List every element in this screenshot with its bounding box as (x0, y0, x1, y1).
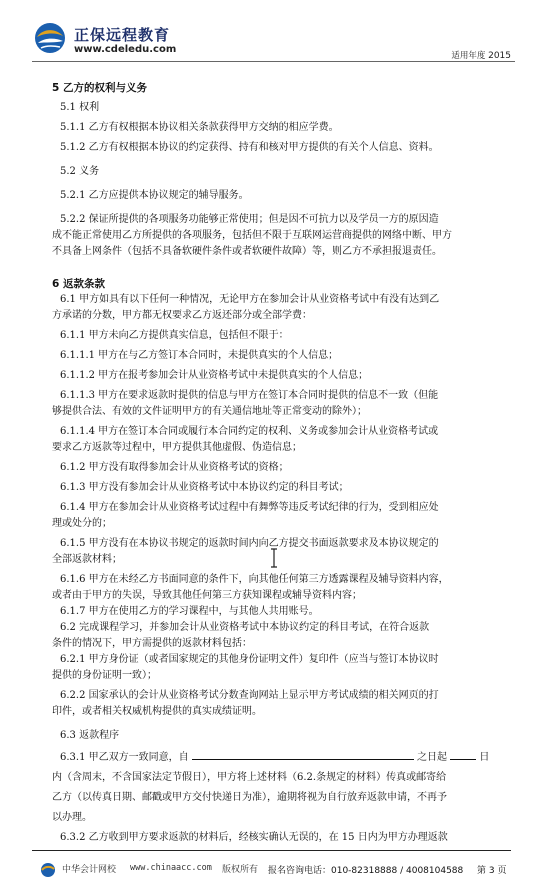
clause-6-3-1-line-2: 内（含周末，不含国家法定节假日），甲方将上述材料（6.2.条规定的材料）传真或邮寄给 (52, 772, 447, 783)
clause-6-1-line-2: 方承诺的分数，甲方都无权要求乙方返还部分或全部学费： (52, 310, 312, 321)
clause-5-1-1: 5.1.1 乙方有权根据本协议相关条款获得甲方交纳的相应学费。 (60, 122, 339, 133)
clause-6-1-3: 6.1.3 甲方没有参加会计从业资格考试中本协议约定的科目考试； (60, 482, 349, 493)
footer-divider (32, 850, 511, 851)
agreement-body (52, 80, 514, 846)
clause-6-1-1: 6.1.1 甲方未向乙方提供真实信息，包括但不限于： (60, 330, 289, 341)
chinaacc-logo-icon (40, 862, 56, 878)
clause-6-3-1-line-4: 以办理。 (52, 812, 92, 823)
clause-5-2-2-line-1: 5.2.2 保证所提供的各项服务功能够正常使用；但是因不可抗力以及学员一方的原因造 (60, 214, 439, 225)
clause-5-2-2-line-3: 不具备上网条件（包括不具备软硬件条件或者软硬件故障）等，则乙方不承担报退责任。 (52, 246, 442, 257)
clause-6-2-2-line-2: 印件，或者相关权威机构提供的真实成绩证明。 (52, 706, 262, 717)
clause-6-3-2: 6.3.2 乙方收到甲方要求返款的材料后，经核实确认无误的，在 15 日内为甲方办理返款 (60, 832, 448, 843)
header-divider (32, 61, 515, 62)
clause-6-1-2: 6.1.2 甲方没有取得参加会计从业资格考试的资格； (60, 462, 289, 473)
clause-6-1-7: 6.1.7 甲方在使用乙方的学习课程中，与其他人共用账号。 (60, 606, 319, 617)
footer-site-link[interactable]: www.chinaacc.com (130, 863, 212, 873)
page-header (0, 0, 539, 62)
clause-6-1-1-4-line-1: 6.1.1.4 甲方在签订本合同或履行本合同约定的权利、义务或参加会计从业资格考试或 (60, 426, 439, 437)
page-footer (0, 850, 539, 883)
clause-6-1-4-line-1: 6.1.4 甲方在参加会计从业资格考试过程中有舞弊等违反考试纪律的行为，受到相应处 (60, 502, 439, 513)
page-number: 第 3 页 (477, 866, 507, 876)
footer-brand: 中华会计网校 (62, 865, 117, 875)
clause-6-1-5-line-2: 全部返款材料； (52, 554, 122, 565)
date-blank-field (192, 748, 414, 760)
clause-6-1-1-1: 6.1.1.1 甲方在与乙方签订本合同时，未提供真实的个人信息； (60, 350, 339, 361)
clause-6-1-line-1: 6.1 甲方如具有以下任何一种情况，无论甲方在参加会计从业资格考试中有没有达到乙 (60, 294, 440, 305)
clause-5-2-2-line-2: 成不能正常使用乙方所提供的各项服务，包括但不限于互联网运营商提供的网络中断、甲方 (52, 230, 452, 241)
section-6-heading: 6 返款条款 (52, 278, 105, 290)
clause-6-3: 6.3 返款程序 (60, 730, 120, 741)
year-label-text: 适用年度 (451, 51, 486, 61)
clause-5-1: 5.1 权利 (60, 102, 100, 113)
clause-6-3-1-part-b: 之日起 (417, 752, 447, 763)
clause-6-3-1-part-a: 6.3.1 甲乙双方一致同意，自 (60, 752, 189, 763)
clause-6-1-1-4-line-2: 要求乙方返款等过程中，甲方提供其他虚假、伪造信息； (52, 442, 302, 453)
brand-name: 正保远程教育 (74, 26, 171, 44)
clause-6-2-line-2: 条件的情况下，甲方需提供的返款材料包括： (52, 638, 252, 649)
clause-6-1-1-3-line-1: 6.1.1.3 甲方在要求返款时提供的信息与甲方在签订本合同时提供的信息不一致（但能 (60, 390, 439, 401)
clause-6-1-6-line-2: 或者由于甲方的失误，导致其他任何第三方获知课程或辅导资料内容； (52, 590, 362, 601)
clause-6-2-2-line-1: 6.2.2 国家承认的会计从业资格考试分数查询网站上显示甲方考试成绩的相关网页的打 (60, 690, 439, 701)
clause-6-3-1-part-c: 日 (479, 752, 490, 763)
clause-6-3-1-line-3: 乙方（以传真日期、邮戳或甲方交付快递日为准），逾期将视为自行放弃返款申请，不再予 (52, 792, 447, 803)
clause-5-2: 5.2 义务 (60, 166, 100, 177)
days-blank-field (450, 748, 476, 760)
clause-6-1-5-line-1: 6.1.5 甲方没有在本协议书规定的返款时间内向乙方提交书面返款要求及本协议规定的 (60, 538, 439, 549)
clause-6-1-1-3-line-2: 够提供合法、有效的文件证明甲方的有关通信地址等正常变动的除外）； (52, 406, 367, 417)
clause-5-1-2: 5.1.2 乙方有权根据本协议的约定获得、持有和核对甲方提供的有关个人信息、资料。 (60, 142, 439, 153)
clause-6-1-1-2: 6.1.1.2 甲方在报考参加会计从业资格考试中未提供真实的个人信息； (60, 370, 369, 381)
clause-6-2-1-line-2: 提供的身份证明一致）； (52, 670, 157, 681)
clause-6-2-line-1: 6.2 完成课程学习，并参加会计从业资格考试中本协议约定的科目考试，在符合返款 (60, 622, 430, 633)
clause-6-2-1-line-1: 6.2.1 甲方身份证（或者国家规定的其他身份证明文件）复印件（应当与签订本协议时 (60, 654, 439, 665)
clause-6-3-1-line-1 (52, 748, 514, 766)
brand-url: www.cdeledu.com (74, 44, 177, 55)
globe-logo-icon (34, 22, 66, 54)
text-cursor-icon (270, 548, 278, 568)
year-value: 2015 (488, 51, 511, 61)
clause-6-1-6-line-1: 6.1.6 甲方在未经乙方书面同意的条件下，向其他任何第三方透露课程及辅导资料内容， (60, 574, 449, 585)
clause-5-2-1: 5.2.1 乙方应提供本协议规定的辅导服务。 (60, 190, 249, 201)
clause-6-1-4-line-2: 理或处分的； (52, 518, 112, 529)
applicable-year (451, 49, 511, 61)
footer-copyright: 版权所有 (222, 865, 259, 875)
section-5-heading: 5 乙方的权利与义务 (52, 82, 147, 94)
footer-phone: 报名咨询电话：010-82318888 / 4008104588 (268, 866, 464, 876)
